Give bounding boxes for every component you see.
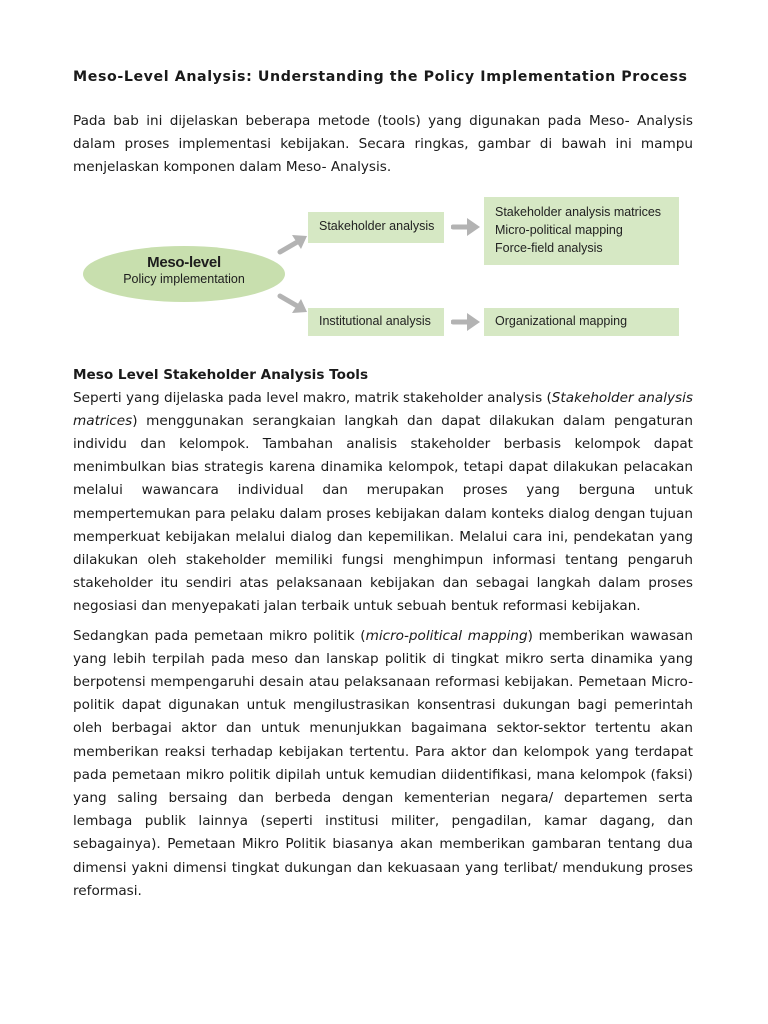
- tool-micro-political-mapping: Micro-political mapping: [495, 222, 623, 237]
- document-page: [73, 64, 693, 903]
- paragraph2-emphasis: micro-political mapping: [365, 627, 528, 644]
- paragraph2-text-end: ) memberikan wawasan yang lebih terpilah pada meso dan lanskap politik di tingkat mikro serta dinamika yang berpotensi mempengaruhi desain atau pelaksanaan reformasi kebijakan. Pemetaan Micro-politik dapat digunakan untuk mengilustrasikan konsentrasi dukungan bagi pemerintah oleh berbagai aktor dan untuk menunjukkan bagaimana sektor-sektor tertentu akan memberikan reaksi terhadap kebijakan tertentu. Para aktor dan kelompok yang terdapat pada pemetaan mikro politik dipilah untuk kemudian diidentifikasi, mana kelompok (faksi) yang saling bersaing dan berbeda dengan kementerian negara/ departemen serta lembaga publik lainnya (seperti institusi militer, pengadilan, kamar dagang, dan sebagainya). Pemetaan Mikro Politik biasanya akan memberikan gambaran tentang dua dimensi yakni dimensi tingkat dukungan dan kekuasaan yang terlibat/ mendukung proses reformasi.: [73, 627, 694, 899]
- stakeholder-analysis-box: Stakeholder analysis: [308, 212, 444, 243]
- paragraph1-text-end: ) menggunakan serangkaian langkah dan dapat dilakukan dalam pengaturan individu dan kelompok. Tambahan analisis stakeholder berbasis kelompok dapat menimbulkan bias strategis karena dinamika kelompok, tetapi dapat dilakukan pelacakan melalui wawancara individual dan merupakan proses yang berguna untuk mempertemukan para pelaku dalam proses kebijakan dalam konteks dialog dengan tujuan memperkuat kebijakan melalui dialog dan kepemilikan. Melalui cara ini, pendekatan yang dilakukan oleh stakeholder memiliki fungsi menghimpun informasi tentang pengaruh stakeholder itu sendiri atas pelaksanaan kebijakan dan sebagai langkah dalam proses negosiasi dan menyepakati jalan terbaik untuk sebuah bentuk reformasi kebijakan.: [73, 412, 693, 615]
- arrow-down-right-icon: [277, 292, 311, 316]
- institutional-analysis-box: Institutional analysis: [308, 308, 444, 336]
- arrow-right-icon: [451, 216, 481, 238]
- arrow-right-icon: [451, 311, 481, 333]
- organizational-mapping-box: Organizational mapping: [484, 308, 679, 336]
- stakeholder-tools-box: [484, 197, 679, 265]
- meso-level-title: Meso-level: [147, 253, 221, 271]
- paragraph-micro-political-mapping: [73, 625, 693, 903]
- arrow-up-right-icon: [277, 232, 311, 256]
- intro-paragraph: Pada bab ini dijelaskan beberapa metode (tools) yang digunakan pada Meso- Analysis dalam proses implementasi kebijakan. Secara ringkas, gambar di bawah ini mampu menjelaskan komponen dalam Meso- Analysis.: [73, 113, 693, 176]
- document-title: Meso-Level Analysis: Understanding the Policy Implementation Process: [73, 69, 688, 85]
- tool-force-field-analysis: Force-field analysis: [495, 240, 603, 255]
- meso-level-ellipse: [83, 246, 285, 302]
- meso-analysis-diagram: [73, 194, 693, 354]
- section-heading: Meso Level Stakeholder Analysis Tools: [73, 366, 369, 383]
- paragraph1-emphasis: Stakeholder analysis matrices: [73, 389, 693, 429]
- tool-stakeholder-matrices: Stakeholder analysis matrices: [495, 204, 662, 219]
- policy-implementation-label: Policy implementation: [123, 271, 245, 286]
- paragraph-stakeholder-matrices: [73, 387, 693, 619]
- paragraph2-text-start: Sedangkan pada pemetaan mikro politik (: [73, 627, 366, 644]
- paragraph1-text-start: Seperti yang dijelaska pada level makro, matrik stakeholder analysis (: [73, 389, 552, 406]
